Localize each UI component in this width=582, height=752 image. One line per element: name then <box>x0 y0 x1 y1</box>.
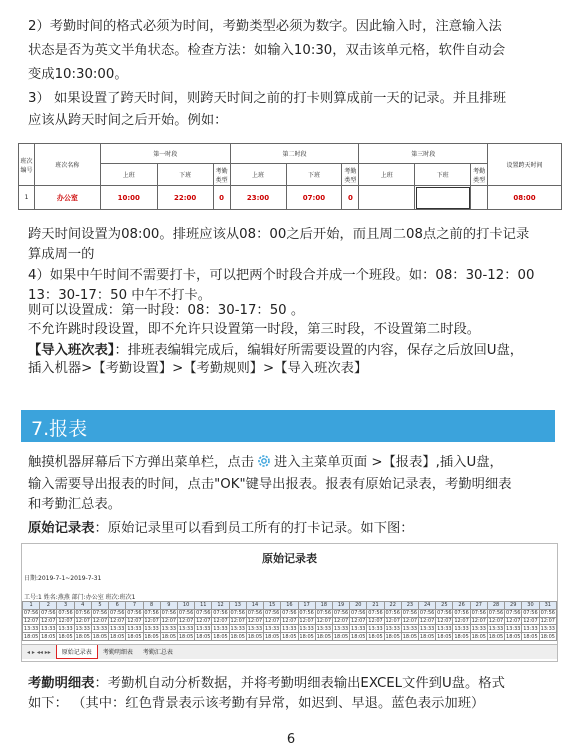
punch-cell: 07:56 <box>213 610 228 617</box>
punch-cell: 18:05 <box>471 633 486 640</box>
punch-cell: 07:56 <box>41 610 56 617</box>
day-header-cell: 27 <box>470 602 487 610</box>
punch-cell: 12:07 <box>58 617 73 624</box>
punch-cell: 07:56 <box>540 610 555 617</box>
day-header-cell: 31 <box>539 602 556 610</box>
day-header-cell: 4 <box>74 602 91 610</box>
punch-cell: 12:07 <box>178 617 194 624</box>
punch-cell: 13:33 <box>454 625 469 632</box>
header-on: 上班 <box>230 164 286 186</box>
punch-cell: 13:33 <box>213 625 228 632</box>
punch-cell: 12:07 <box>299 617 314 624</box>
cell-shift-name: 办公室 <box>34 186 100 210</box>
punch-cell: 18:05 <box>540 633 555 640</box>
raw-record-text: ：原始记录里可以看到员工所有的打卡记录。如下图： <box>94 521 414 536</box>
day-header-cell: 28 <box>487 602 504 610</box>
day-header-cell: 13 <box>229 602 246 610</box>
day-header-cell: 20 <box>350 602 367 610</box>
punch-cell: 18:05 <box>454 633 469 640</box>
punch-cell: 07:56 <box>316 610 332 617</box>
day-header-cell: 12 <box>212 602 229 610</box>
cell-seg1-off: 22:00 <box>157 186 213 210</box>
para-line: 4）如果中午时间不需要打卡，可以把两个时段合并成一个班段。如：08：30-12：00 <box>28 268 535 283</box>
punch-cell: 07:56 <box>58 610 73 617</box>
para-line: 应该从跨天时间之后开始。例如： <box>28 113 228 128</box>
punch-row <box>23 625 557 633</box>
day-header-cell: 6 <box>109 602 126 610</box>
gear-icon <box>256 453 272 476</box>
punch-cell: 18:05 <box>299 633 314 640</box>
punch-cell: 12:07 <box>144 617 159 624</box>
punch-cell: 12:07 <box>523 617 538 624</box>
section-title: 7.报表 <box>31 418 88 440</box>
punch-cell: 13:33 <box>299 625 314 632</box>
punch-cell: 18:05 <box>109 633 125 640</box>
day-header-cell: 3 <box>57 602 74 610</box>
punch-cell: 12:07 <box>351 617 366 624</box>
day-header-cell: 22 <box>384 602 401 610</box>
cell-seg2-on: 23:00 <box>230 186 286 210</box>
punch-cell: 07:56 <box>368 610 383 617</box>
punch-cell: 12:07 <box>437 617 452 624</box>
punch-cell: 13:33 <box>41 625 56 632</box>
punch-cell: 07:56 <box>385 610 400 617</box>
punch-cell: 12:07 <box>92 617 108 624</box>
punch-cell: 18:05 <box>23 633 39 640</box>
punch-cell: 07:56 <box>506 610 521 617</box>
cell-seg3-off <box>415 186 471 210</box>
punch-cell: 18:05 <box>368 633 383 640</box>
para-line: 则可以设置成：第一时段：08：30-17：50 。 <box>28 303 305 318</box>
punch-cell: 07:56 <box>471 610 486 617</box>
excel-date-range: 日期:2019-7-1~2019-7-31 <box>24 575 102 582</box>
punch-cell: 18:05 <box>213 633 228 640</box>
cell-seg1-type: 0 <box>213 186 230 210</box>
punch-cell: 13:33 <box>178 625 194 632</box>
para-line: 跨天时间设置为08:00。排班应该从08：00之后开始，而且周二08点之前的打卡记录 <box>28 227 530 242</box>
punch-cell: 18:05 <box>419 633 435 640</box>
punch-cell: 12:07 <box>75 617 90 624</box>
punch-cell: 18:05 <box>230 633 245 640</box>
day-header-cell: 19 <box>332 602 349 610</box>
para-line: 不允许跳时段设置，即不允许只设置第一时段，第三时段，不设置第二时段。 <box>28 322 481 337</box>
cell-shift-no: 1 <box>19 186 35 210</box>
punch-cell: 13:33 <box>368 625 383 632</box>
punch-cell: 07:56 <box>144 610 159 617</box>
raw-record-line <box>28 519 414 539</box>
para-line: 输入需要导出报表的时间，点击"OK"键导出报表。报表有原始记录表，考勤明细表 <box>28 477 512 492</box>
detail-line <box>28 674 505 694</box>
punch-cell: 18:05 <box>264 633 280 640</box>
day-header-cell: 21 <box>367 602 384 610</box>
day-header-cell: 16 <box>281 602 298 610</box>
day-header-cell: 9 <box>160 602 177 610</box>
day-header-cell: 24 <box>419 602 436 610</box>
header-type: 考勤类型 <box>471 164 488 186</box>
punch-cell: 18:05 <box>161 633 177 640</box>
punch-cell: 07:56 <box>402 610 418 617</box>
punch-cell: 18:05 <box>282 633 297 640</box>
punch-row <box>23 617 557 625</box>
day-header-cell: 17 <box>298 602 315 610</box>
punch-cell: 07:56 <box>109 610 125 617</box>
para-line: 3） 如果设置了跨天时间，则跨天时间之前的打卡则算成前一天的记录。并且排班 <box>28 91 507 106</box>
day-header-cell: 25 <box>436 602 453 610</box>
punch-cell: 12:07 <box>402 617 418 624</box>
header-type: 考勤类型 <box>342 164 359 186</box>
import-note <box>28 341 523 361</box>
punch-cell: 12:07 <box>247 617 263 624</box>
punch-cell: 07:56 <box>161 610 177 617</box>
section-banner <box>21 410 555 442</box>
excel-screenshot <box>21 543 558 662</box>
header-on: 上班 <box>359 164 415 186</box>
punch-cell: 07:56 <box>282 610 297 617</box>
punch-cell: 13:33 <box>471 625 486 632</box>
punch-cell: 18:05 <box>144 633 159 640</box>
punch-cell: 13:33 <box>230 625 245 632</box>
punch-cell: 12:07 <box>127 617 142 624</box>
punch-cell: 18:05 <box>178 633 194 640</box>
punch-cell: 07:56 <box>92 610 108 617</box>
header-off: 下班 <box>415 164 471 186</box>
para-line: 2）考勤时间的格式必须为时间，考勤类型必须为数字。因此输入时，注意输入法 <box>28 19 502 34</box>
excel-employee: 工号:1 姓名:燕燕 部门:办公室 班次:班次1 <box>24 594 136 601</box>
report-text: 触摸机器屏幕后下方弹出菜单栏，点击 <box>28 455 255 470</box>
punch-cell: 18:05 <box>523 633 538 640</box>
punch-cell: 12:07 <box>454 617 469 624</box>
para-line: 如下： （其中：红色背景表示该考勤有异常，如迟到、早退。蓝色表示加班） <box>28 696 485 711</box>
punch-cell: 13:33 <box>58 625 73 632</box>
punch-cell: 07:56 <box>523 610 538 617</box>
excel-sheet-tabs <box>22 644 557 659</box>
punch-cell: 13:33 <box>75 625 90 632</box>
header-shift-no: 班次编号 <box>19 144 35 186</box>
punch-cell: 13:33 <box>282 625 297 632</box>
para-line: 和考勤汇总表。 <box>28 497 122 512</box>
day-header-cell: 23 <box>401 602 418 610</box>
punch-cell: 07:56 <box>437 610 452 617</box>
header-segment-1: 第一时段 <box>100 144 230 164</box>
punch-cell: 13:33 <box>437 625 452 632</box>
day-header-cell: 30 <box>522 602 539 610</box>
header-shift-name: 班次名称 <box>34 144 100 186</box>
punch-cell: 12:07 <box>41 617 56 624</box>
punch-cell: 13:33 <box>419 625 435 632</box>
punch-cell: 13:33 <box>351 625 366 632</box>
punch-cell: 07:56 <box>454 610 469 617</box>
punch-cell: 12:07 <box>282 617 297 624</box>
punch-cell: 13:33 <box>196 625 211 632</box>
day-header-cell: 8 <box>143 602 160 610</box>
header-segment-2: 第二时段 <box>230 144 359 164</box>
punch-cell: 13:33 <box>264 625 280 632</box>
para-line: 状态是否为英文半角状态。检查方法：如输入10:30，双击该单元格，软件自动会 <box>28 43 506 58</box>
day-header-cell: 2 <box>40 602 57 610</box>
para-line: 变成10:30:00。 <box>28 67 128 82</box>
punch-cell: 18:05 <box>488 633 504 640</box>
punch-cell: 12:07 <box>316 617 332 624</box>
day-header-cell: 5 <box>91 602 108 610</box>
punch-cell: 12:07 <box>385 617 400 624</box>
punch-cell: 18:05 <box>127 633 142 640</box>
punch-cell: 13:33 <box>23 625 39 632</box>
punch-cell: 13:33 <box>92 625 108 632</box>
cell-cross-day: 08:00 <box>488 186 562 210</box>
punch-cell: 13:33 <box>316 625 332 632</box>
punch-cell: 12:07 <box>368 617 383 624</box>
punch-cell: 07:56 <box>264 610 280 617</box>
punch-cell: 13:33 <box>523 625 538 632</box>
sheet-tab-summary[interactable]: 考勤汇总表 <box>142 649 173 656</box>
punch-cell: 12:07 <box>471 617 486 624</box>
raw-record-label: 原始记录表 <box>28 521 95 536</box>
punch-cell: 12:07 <box>488 617 504 624</box>
punch-row <box>23 633 557 641</box>
punch-cell: 07:56 <box>196 610 211 617</box>
detail-label: 考勤明细表 <box>28 676 95 691</box>
day-header-cell: 1 <box>23 602 40 610</box>
detail-text: ：考勤机自动分析数据，并将考勤明细表输出EXCEL文件到U盘。格式 <box>94 676 505 691</box>
punch-cell: 13:33 <box>506 625 521 632</box>
cell-seg3-type <box>471 186 488 210</box>
punch-cell: 18:05 <box>75 633 90 640</box>
punch-cell: 18:05 <box>402 633 418 640</box>
punch-cell: 13:33 <box>402 625 418 632</box>
punch-cell: 13:33 <box>127 625 142 632</box>
punch-cell: 18:05 <box>506 633 521 640</box>
header-type: 考勤类型 <box>213 164 230 186</box>
day-header-cell: 29 <box>505 602 522 610</box>
cell-seg1-on: 10:00 <box>100 186 157 210</box>
punch-cell: 07:56 <box>419 610 435 617</box>
punch-cell: 13:33 <box>247 625 263 632</box>
header-segment-3: 第三时段 <box>359 144 488 164</box>
report-line <box>28 453 503 476</box>
punch-cell: 12:07 <box>506 617 521 624</box>
header-on: 上班 <box>100 164 157 186</box>
day-header-cell: 7 <box>126 602 143 610</box>
punch-cell: 12:07 <box>109 617 125 624</box>
para-line: 算成周一的 <box>28 247 95 262</box>
punch-cell: 18:05 <box>58 633 73 640</box>
punch-cell: 07:56 <box>127 610 142 617</box>
punch-cell: 18:05 <box>92 633 108 640</box>
punch-cell: 18:05 <box>196 633 211 640</box>
punch-cell: 13:33 <box>488 625 504 632</box>
import-note-label: 【导入班次表】 <box>28 343 115 358</box>
page-number: 6 <box>286 732 296 747</box>
excel-grid <box>22 601 557 641</box>
excel-title: 原始记录表 <box>262 552 317 565</box>
punch-cell: 18:05 <box>385 633 400 640</box>
punch-cell: 07:56 <box>247 610 263 617</box>
day-header-cell: 18 <box>315 602 332 610</box>
punch-cell: 12:07 <box>333 617 349 624</box>
punch-cell: 18:05 <box>437 633 452 640</box>
header-off: 下班 <box>157 164 213 186</box>
report-text: 进入主菜单页面 >【报表】,插入U盘， <box>274 455 503 470</box>
punch-cell: 13:33 <box>109 625 125 632</box>
header-cross-day: 设置跨天时间 <box>488 144 562 186</box>
punch-cell: 18:05 <box>316 633 332 640</box>
punch-cell: 07:56 <box>23 610 39 617</box>
punch-cell: 13:33 <box>144 625 159 632</box>
punch-cell: 07:56 <box>351 610 366 617</box>
sheet-tab-detail[interactable]: 考勤明细表 <box>102 649 133 656</box>
punch-cell: 18:05 <box>333 633 349 640</box>
shift-table <box>18 143 562 210</box>
punch-cell: 12:07 <box>540 617 555 624</box>
sheet-nav-arrows-icon[interactable]: ◂ ▸ ◂◂ ▸▸ <box>27 649 51 656</box>
header-off: 下班 <box>286 164 342 186</box>
punch-cell: 12:07 <box>23 617 39 624</box>
punch-cell: 18:05 <box>247 633 263 640</box>
punch-cell: 07:56 <box>299 610 314 617</box>
day-header-cell: 11 <box>195 602 212 610</box>
punch-cell: 18:05 <box>41 633 56 640</box>
punch-cell: 07:56 <box>488 610 504 617</box>
day-header-cell: 14 <box>246 602 263 610</box>
sheet-tab-raw[interactable]: 原始记录表 <box>56 645 98 659</box>
punch-cell: 12:07 <box>264 617 280 624</box>
punch-cell: 12:07 <box>230 617 245 624</box>
punch-cell: 13:33 <box>333 625 349 632</box>
punch-cell: 12:07 <box>161 617 177 624</box>
para-line: 插入机器>【考勤设置】>【考勤规则】>【导入班次表】 <box>28 361 368 376</box>
punch-cell: 12:07 <box>213 617 228 624</box>
para-line: 13：30-17：50 中午不打卡。 <box>28 288 212 303</box>
punch-cell: 18:05 <box>351 633 366 640</box>
punch-cell: 13:33 <box>385 625 400 632</box>
import-note-text: ：排班表编辑完成后，编辑好所需要设置的内容，保存之后放回U盘， <box>114 343 524 358</box>
punch-cell: 13:33 <box>540 625 555 632</box>
cell-seg3-on <box>359 186 415 210</box>
punch-cell: 07:56 <box>178 610 194 617</box>
punch-cell: 12:07 <box>419 617 435 624</box>
punch-row <box>23 609 557 617</box>
day-header-cell: 15 <box>264 602 281 610</box>
punch-cell: 13:33 <box>161 625 177 632</box>
punch-cell: 07:56 <box>75 610 90 617</box>
day-header-cell: 26 <box>453 602 470 610</box>
day-header-cell: 10 <box>177 602 194 610</box>
cell-seg2-type: 0 <box>342 186 359 210</box>
punch-cell: 12:07 <box>196 617 211 624</box>
punch-cell: 07:56 <box>333 610 349 617</box>
punch-cell: 07:56 <box>230 610 245 617</box>
cell-seg2-off: 07:00 <box>286 186 342 210</box>
